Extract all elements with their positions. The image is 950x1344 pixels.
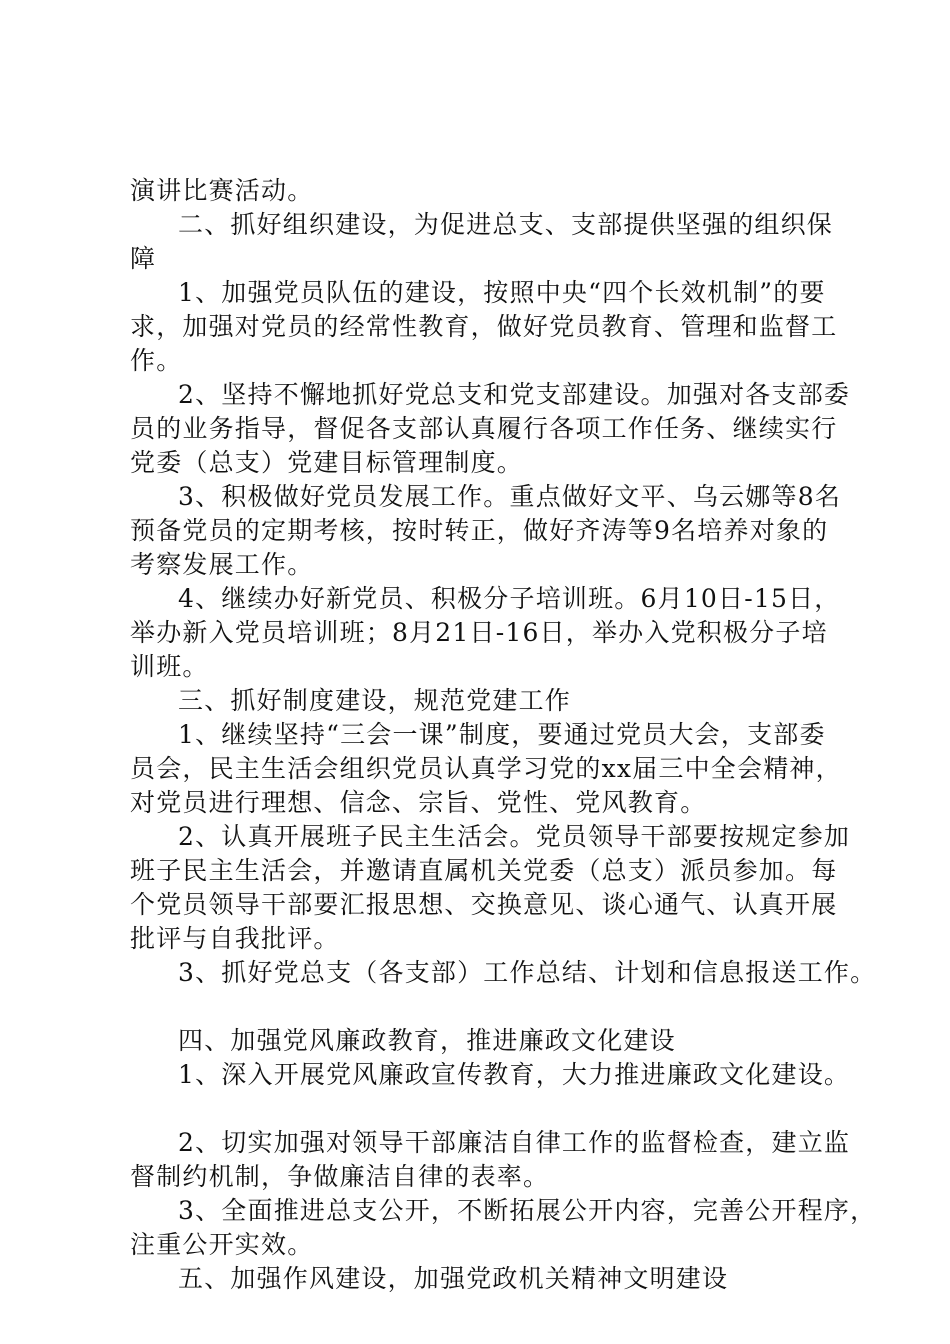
text-line: 2、切实加强对领导干部廉洁自律工作的监督检查，建立监 [178,1128,851,1157]
text-line: 班子民主生活会，并邀请直属机关党委（总支）派员参加。每 [130,856,838,885]
text-line: 预备党员的定期考核，按时转正，做好齐涛等9名培养对象的 [130,516,829,545]
section-heading: 三、抓好制度建设，规范党建工作 [178,686,572,715]
text-line: 1、继续坚持“三会一课”制度，要通过党员大会，支部委 [178,720,826,749]
text-line: 员会，民主生活会组织党员认真学习党的xx届三中全会精神， [130,754,842,783]
section-heading: 四、加强党风廉政教育，推进廉政文化建设 [178,1026,676,1055]
text-line: 对党员进行理想、信念、宗旨、党性、党风教育。 [130,788,707,817]
text-line: 党委（总支）党建目标管理制度。 [130,448,524,477]
text-line: 作。 [130,346,183,375]
text-line: 训班。 [130,652,209,681]
text-line: 3、积极做好党员发展工作。重点做好文平、乌云娜等8名 [178,482,842,511]
text-line: 考察发展工作。 [130,550,314,579]
text-line: 3、全面推进总支公开，不断拓展公开内容，完善公开程序， [178,1196,877,1225]
text-line: 1、加强党员队伍的建设，按照中央“四个长效机制”的要 [178,278,826,307]
text-line: 3、抓好党总支（各支部）工作总结、计划和信息报送工作。 [178,958,877,987]
text-line: 2、坚持不懈地抓好党总支和党支部建设。加强对各支部委 [178,380,851,409]
text-line: 批评与自我批评。 [130,924,340,953]
text-line: 个党员领导干部要汇报思想、交换意见、谈心通气、认真开展 [130,890,838,919]
text-line: 演讲比赛活动。 [130,176,314,205]
text-line: 2、认真开展班子民主生活会。党员领导干部要按规定参加 [178,822,851,851]
text-line: 障 [130,244,157,273]
text-line: 督制约机制，争做廉洁自律的表率。 [130,1162,550,1191]
text-line: 员的业务指导，督促各支部认真履行各项工作任务、继续实行 [130,414,838,443]
text-line: 1、深入开展党风廉政宣传教育，大力推进廉政文化建设。 [178,1060,851,1089]
text-line: 4、继续办好新党员、积极分子培训班。6月10日-15日， [178,584,841,613]
text-line: 举办新入党员培训班；8月21日-16日，举办入党积极分子培 [130,618,828,647]
section-heading: 二、抓好组织建设，为促进总支、支部提供坚强的组织保 [178,210,834,239]
text-line: 求，加强对党员的经常性教育，做好党员教育、管理和监督工 [130,312,838,341]
text-line: 注重公开实效。 [130,1230,314,1259]
section-heading: 五、加强作风建设，加强党政机关精神文明建设 [178,1264,729,1293]
